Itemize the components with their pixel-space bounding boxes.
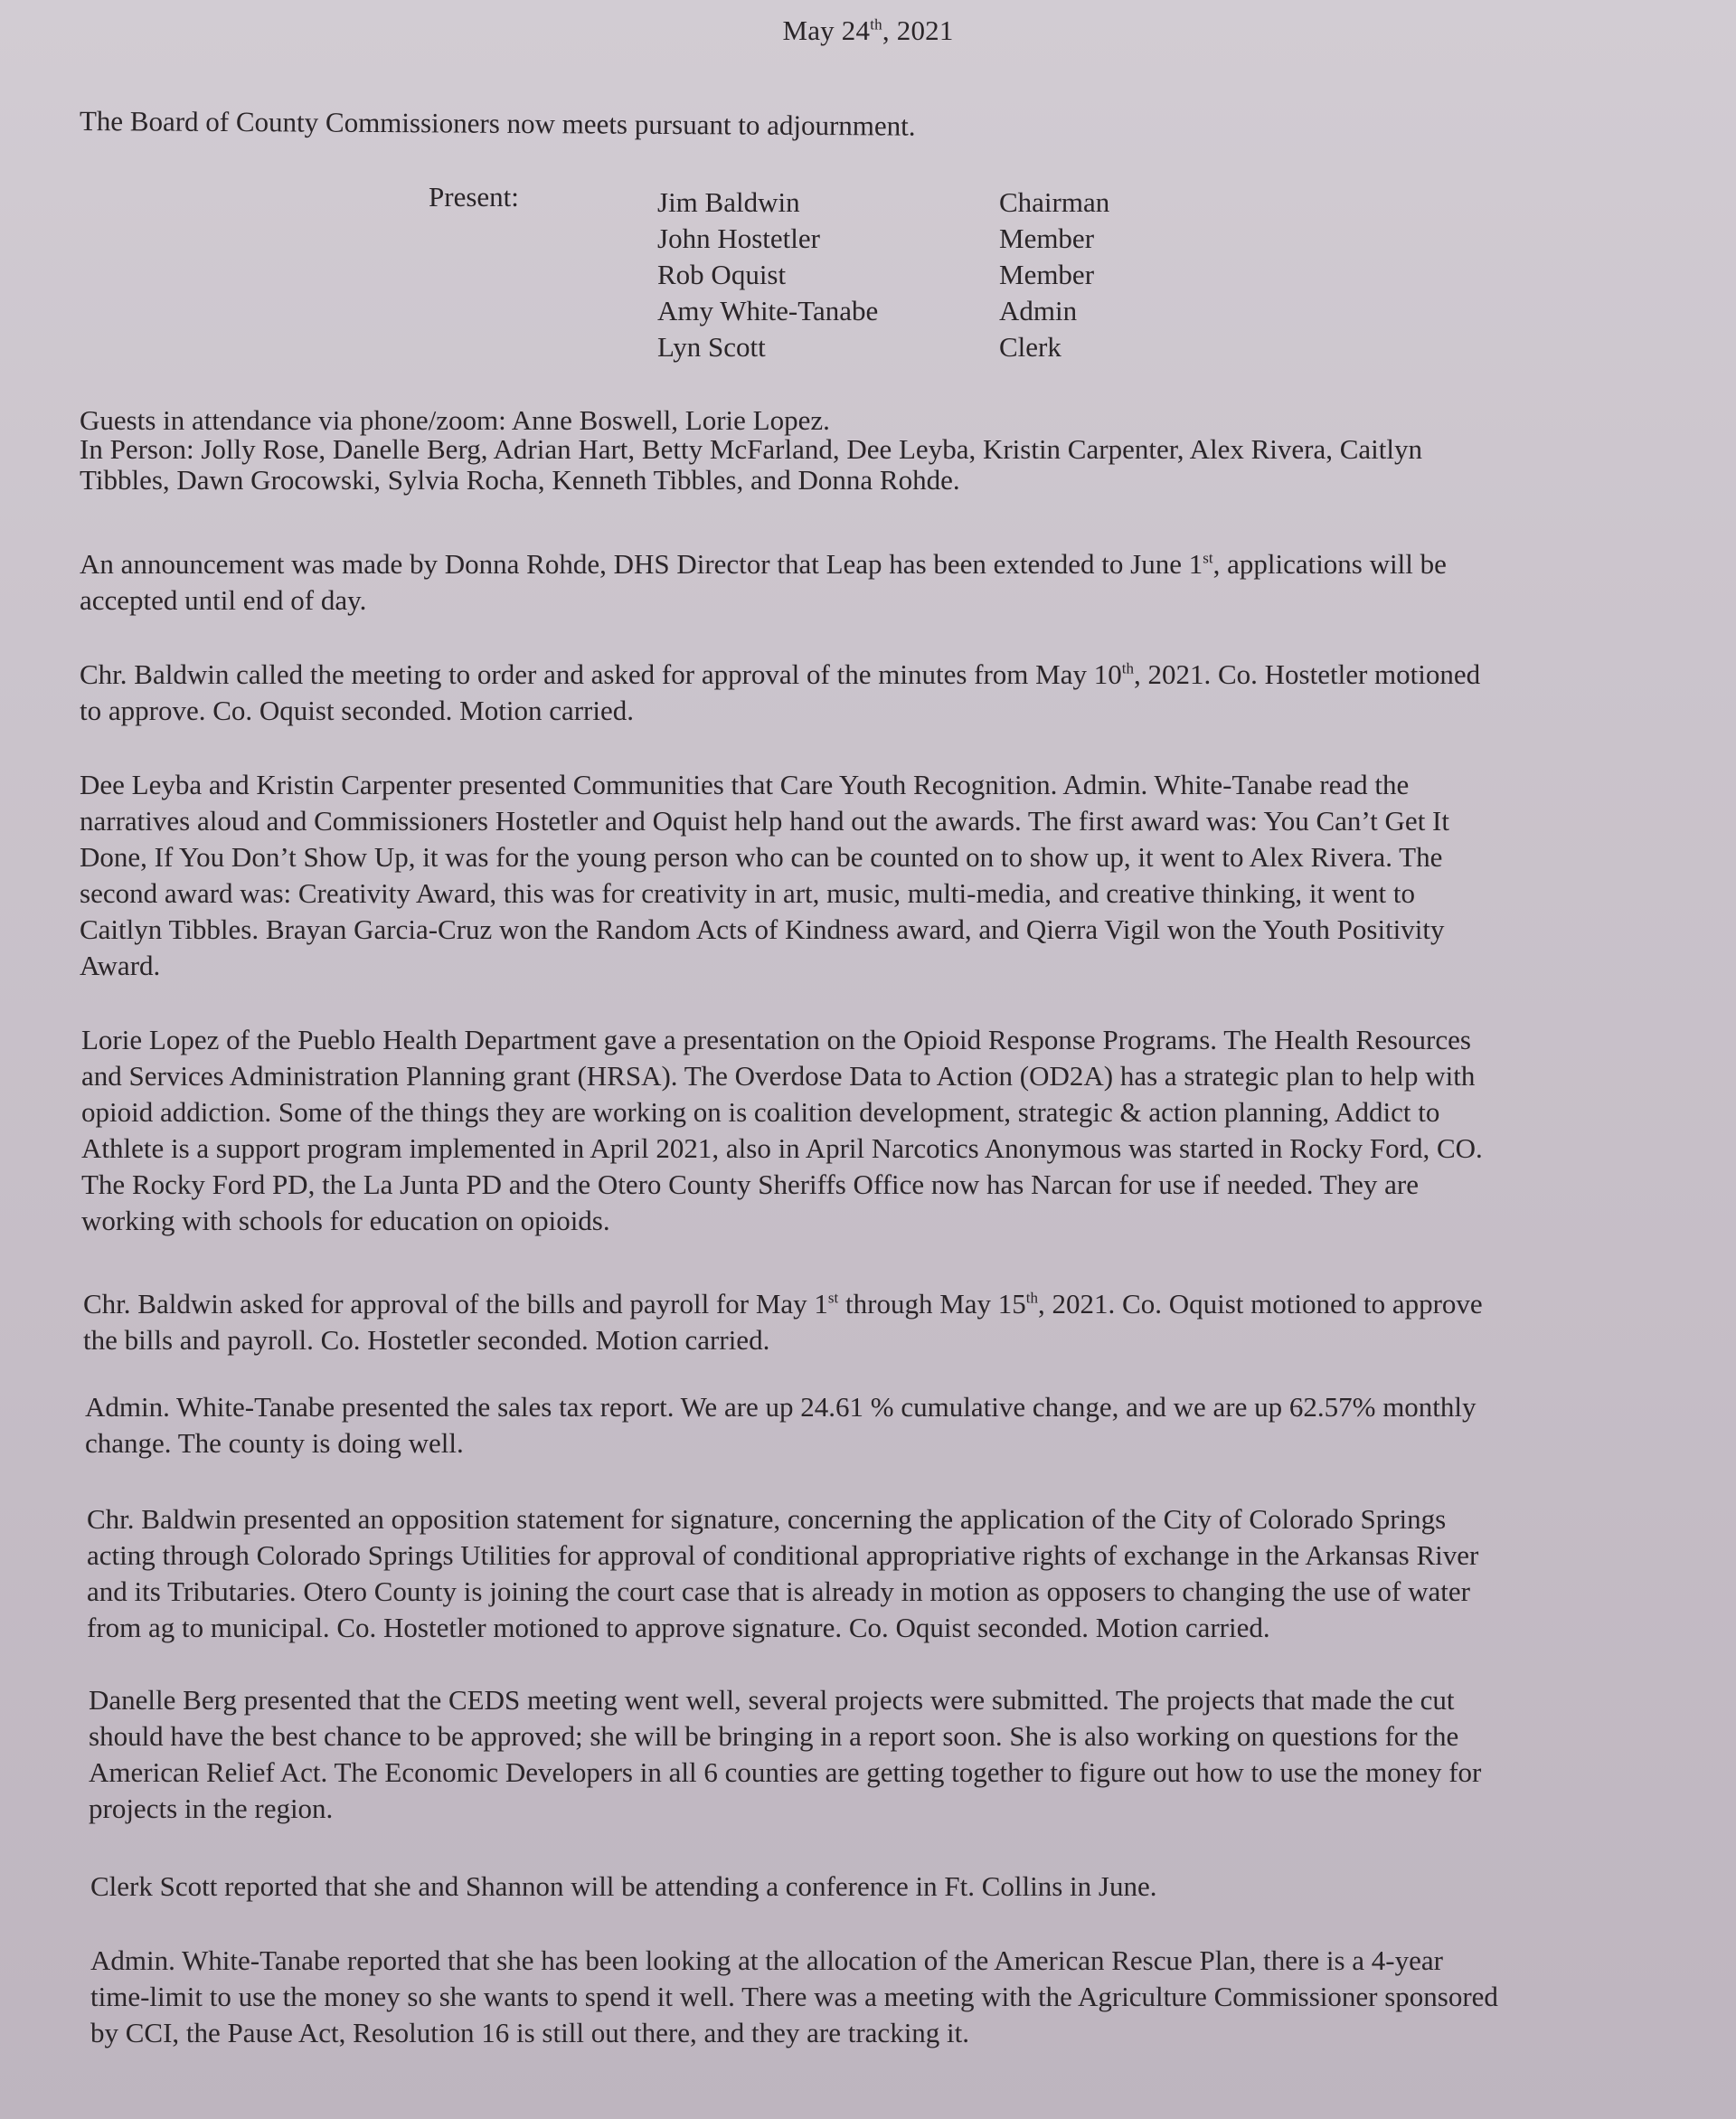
- text-line: and Services Administration Planning grant (HRSA). The Overdose Data to Action (OD2A) has a strategic plan to help with: [81, 1060, 1476, 1092]
- date-month-day: May 24: [782, 14, 871, 46]
- text-line: Guests in attendance via phone/zoom: Anne Boswell, Lorie Lopez.: [80, 404, 830, 436]
- member-role: Member: [999, 259, 1095, 290]
- text-line: Chr. Baldwin called the meeting to order and asked for approval of the minutes from May 10th, 2021. Co. Hostetler motioned: [80, 658, 1481, 690]
- text-line: Chr. Baldwin asked for approval of the bills and payroll for May 1st through May 15th, 2021. Co. Oquist motioned to approve: [83, 1288, 1483, 1320]
- announcement-paragraph: [80, 546, 1707, 619]
- text-line: to approve. Co. Oquist seconded. Motion carried.: [80, 695, 634, 726]
- text-line: second award was: Creativity Award, this was for creativity in art, music, multi-media, and creative thinking, it went to: [80, 877, 1416, 909]
- text-line: Admin. White-Tanabe reported that she has been looking at the allocation of the American Rescue Plan, there is a 4-year: [90, 1944, 1443, 1976]
- opposition-statement-paragraph: [87, 1501, 1714, 1646]
- text-line: Caitlyn Tibbles. Brayan Garcia-Cruz won the Random Acts of Kindness award, and Qierra Vigil won the Youth Positivity: [80, 913, 1445, 945]
- text-line: by CCI, the Pause Act, Resolution 16 is still out there, and they are tracking it.: [90, 2017, 970, 2048]
- text-line: Award.: [80, 950, 161, 981]
- opening-statement: The Board of County Commissioners now meets pursuant to adjournment.: [79, 105, 916, 142]
- text-line: time-limit to use the money so she wants to spend it well. There was a meeting with the Agriculture Commissioner sponsored: [90, 1981, 1498, 2012]
- guests-paragraph: [80, 405, 1707, 496]
- text-line: working with schools for education on opioids.: [81, 1205, 610, 1236]
- meeting-date: [0, 14, 1736, 47]
- text-line: and its Tributaries. Otero County is joining the court case that is already in motion as opposers to changing the use of water: [87, 1575, 1470, 1607]
- text-line: narratives aloud and Commissioners Hostetler and Oquist help hand out the awards. The first award was: You Can’t Get It: [80, 805, 1449, 837]
- text-line: The Rocky Ford PD, the La Junta PD and the Otero County Sheriffs Office now has Narcan for use if needed. They are: [81, 1168, 1420, 1200]
- member-name: Amy White-Tanabe: [657, 295, 879, 326]
- text-line: Tibbles, Dawn Grocowski, Sylvia Rocha, Kenneth Tibbles, and Donna Rohde.: [80, 464, 960, 496]
- date-ordinal-suffix: th: [870, 15, 882, 33]
- admin-report-paragraph: [90, 1943, 1718, 2051]
- text-line: Dee Leyba and Kristin Carpenter presented Communities that Care Youth Recognition. Admin. White-Tanabe read the: [80, 769, 1410, 800]
- text-line: accepted until end of day.: [80, 584, 367, 616]
- opioid-presentation-paragraph: [81, 1022, 1709, 1239]
- text-line: Athlete is a support program implemented in April 2021, also in April Narcotics Anonymous was started in Rocky Ford, CO.: [81, 1132, 1483, 1164]
- member-role: Member: [999, 222, 1095, 254]
- member-name: Jim Baldwin: [657, 186, 800, 218]
- member-name: Lyn Scott: [657, 331, 766, 363]
- text-line: opioid addiction. Some of the things they are working on is coalition development, strategic & action planning, Addict to: [81, 1096, 1440, 1128]
- text-line: Danelle Berg presented that the CEDS meeting went well, several projects were submitted. The projects that made the cut: [89, 1684, 1455, 1716]
- text-line: An announcement was made by Donna Rohde, DHS Director that Leap has been extended to June 1st, applications will be: [80, 548, 1447, 580]
- text-line: Clerk Scott reported that she and Shannon will be attending a conference in Ft. Collins in June.: [90, 1870, 1157, 1902]
- bills-payroll-paragraph: [83, 1286, 1711, 1358]
- text-line: acting through Colorado Springs Utilities for approval of conditional appropriative rights of exchange in the Arkansas River: [87, 1539, 1479, 1571]
- member-role: Chairman: [999, 186, 1110, 218]
- clerk-report-paragraph: [90, 1868, 1718, 1905]
- present-roster: [429, 181, 1180, 364]
- text-line: should have the best chance to be approved; she will be bringing in a report soon. She is also working on questions for the: [89, 1720, 1459, 1752]
- member-name: Rob Oquist: [657, 259, 787, 290]
- text-line: projects in the region.: [89, 1793, 334, 1824]
- present-label: Present:: [429, 181, 519, 213]
- member-role: Clerk: [999, 331, 1061, 363]
- call-to-order-paragraph: [80, 657, 1707, 729]
- text-line: change. The county is doing well.: [85, 1427, 464, 1459]
- youth-recognition-paragraph: [80, 767, 1707, 984]
- text-line: the bills and payroll. Co. Hostetler seconded. Motion carried.: [83, 1324, 770, 1356]
- date-year: , 2021: [882, 14, 954, 46]
- text-line: Done, If You Don’t Show Up, it was for the young person who can be counted on to show up, it went to Alex Rivera. The: [80, 841, 1443, 873]
- ceds-paragraph: [89, 1682, 1716, 1827]
- text-line: Chr. Baldwin presented an opposition statement for signature, concerning the application of the City of Colorado Springs: [87, 1503, 1447, 1535]
- member-name: John Hostetler: [657, 222, 820, 254]
- member-role: Admin: [999, 295, 1078, 326]
- sales-tax-paragraph: [85, 1389, 1712, 1462]
- text-line: Admin. White-Tanabe presented the sales tax report. We are up 24.61 % cumulative change, and we are up 62.57% monthly: [85, 1391, 1477, 1423]
- text-line: Lorie Lopez of the Pueblo Health Department gave a presentation on the Opioid Response Programs. The Health Resources: [81, 1024, 1471, 1055]
- text-line: American Relief Act. The Economic Developers in all 6 counties are getting together to figure out how to use the money for: [89, 1756, 1482, 1788]
- text-line: from ag to municipal. Co. Hostetler motioned to approve signature. Co. Oquist seconded. Motion carried.: [87, 1612, 1270, 1643]
- text-line: In Person: Jolly Rose, Danelle Berg, Adrian Hart, Betty McFarland, Dee Leyba, Kristin Carpenter, Alex Rivera, Caitlyn: [80, 433, 1422, 465]
